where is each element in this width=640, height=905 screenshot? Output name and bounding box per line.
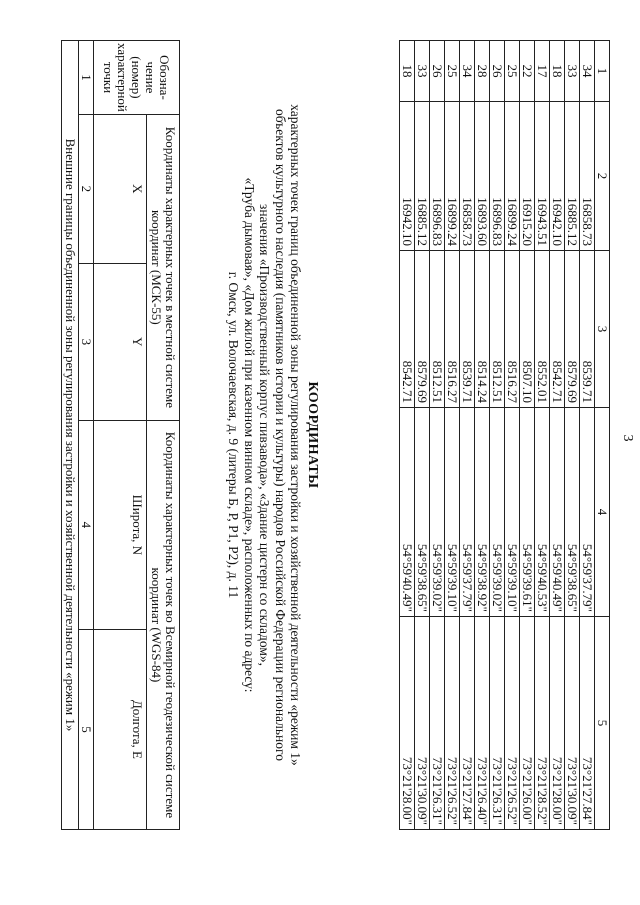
point-number-cell: 18 <box>550 41 565 102</box>
y-cell: 8539.71 <box>580 251 595 408</box>
longitude-cell: 73°21'26.31" <box>490 617 505 830</box>
x-cell: 16942.10 <box>400 102 415 251</box>
latitude-cell: 54°59'39.10" <box>445 408 460 617</box>
longitude-cell: 73°21'28.00" <box>400 617 415 830</box>
table-row <box>550 41 565 830</box>
longitude-cell: 73°21'26.52" <box>505 617 520 830</box>
column-number: 5 <box>79 629 94 829</box>
longitude-cell: 73°21'26.40" <box>475 617 490 830</box>
point-number-cell: 33 <box>565 41 580 102</box>
y-cell: 8516.27 <box>505 251 520 408</box>
heading-line: «Труба дымовая», «Дом жилой при казенном винном складе», расположенных по адресу: <box>242 177 257 693</box>
x-cell: 16885.12 <box>415 102 430 251</box>
point-designation-header: Обозна-чение (номер) характерной точки <box>94 41 180 115</box>
y-cell: 8512.51 <box>430 251 445 408</box>
point-number-cell: 22 <box>520 41 535 102</box>
x-cell: 16858.73 <box>460 102 475 251</box>
group-header-row <box>147 41 180 830</box>
header-cell-5: 5 <box>595 617 610 830</box>
longitude-cell: 73°21'28.52" <box>535 617 550 830</box>
y-cell: 8542.71 <box>550 251 565 408</box>
latitude-cell: 54°59'40.53" <box>535 408 550 617</box>
x-cell: 16896.83 <box>430 102 445 251</box>
header-cell-4: 4 <box>595 408 610 617</box>
table-row <box>430 41 445 830</box>
x-header: X <box>94 114 147 263</box>
heading-line: г. Омск, ул. Волочаевская, д. 9 (литеры Б, Р, Р1, Р2), д. 11 <box>226 271 242 599</box>
x-cell: 16943.51 <box>535 102 550 251</box>
longitude-cell: 73°21'30.09" <box>565 617 580 830</box>
section-title-row <box>62 41 79 830</box>
table-row <box>580 41 595 830</box>
table-row <box>400 41 415 830</box>
longitude-header: Долгота, E <box>94 629 147 829</box>
point-number-cell: 25 <box>505 41 520 102</box>
y-cell: 8516.27 <box>445 251 460 408</box>
point-number-cell: 25 <box>445 41 460 102</box>
longitude-cell: 73°21'26.31" <box>430 617 445 830</box>
subheader-row <box>94 41 147 830</box>
table-row <box>505 41 520 830</box>
latitude-cell: 54°59'37.79" <box>580 408 595 617</box>
heading-line: объектов культурного наследия (памятников истории и культуры) народов Российской Федерации регионального <box>273 109 288 761</box>
latitude-cell: 54°59'39.02" <box>430 408 445 617</box>
table-row <box>460 41 475 830</box>
x-cell: 16858.73 <box>580 102 595 251</box>
header-cell-2: 2 <box>595 102 610 251</box>
y-header: Y <box>94 263 147 420</box>
heading-line: характерных точек границ объединенной зоны регулирования застройки и хозяйственной деятельности «режим 1» <box>288 104 304 766</box>
longitude-cell: 73°21'28.00" <box>550 617 565 830</box>
msk55-header: Координаты характерных точек в местной системе координат (МСК-55) <box>147 114 180 420</box>
longitude-cell: 73°21'26.00" <box>520 617 535 830</box>
section-title: Внешние границы объединенной зоны регулирования застройки и хозяйственной деятельности «режим 1» <box>62 41 79 830</box>
point-number-cell: 34 <box>460 41 475 102</box>
y-cell: 8512.51 <box>490 251 505 408</box>
x-cell: 16942.10 <box>550 102 565 251</box>
latitude-cell: 54°59'39.61" <box>520 408 535 617</box>
column-number: 3 <box>79 263 94 420</box>
table-header-row <box>595 41 610 830</box>
y-cell: 8579.69 <box>415 251 430 408</box>
latitude-header: Широта, N <box>94 420 147 629</box>
x-cell: 16899.24 <box>445 102 460 251</box>
column-number-row <box>79 41 94 830</box>
header-cell-1: 1 <box>595 41 610 102</box>
header-cell-3: 3 <box>595 251 610 408</box>
point-number-cell: 17 <box>535 41 550 102</box>
longitude-cell: 73°21'26.52" <box>445 617 460 830</box>
x-cell: 16885.12 <box>565 102 580 251</box>
longitude-cell: 73°21'27.84" <box>460 617 475 830</box>
y-cell: 8514.24 <box>475 251 490 408</box>
y-cell: 8539.71 <box>460 251 475 408</box>
table-row <box>445 41 460 830</box>
column-number: 2 <box>79 114 94 263</box>
latitude-cell: 54°59'40.49" <box>550 408 565 617</box>
page-number: 3 <box>620 434 635 442</box>
table-row <box>475 41 490 830</box>
longitude-cell: 73°21'27.84" <box>580 617 595 830</box>
y-cell: 8579.69 <box>565 251 580 408</box>
latitude-cell: 54°59'39.02" <box>490 408 505 617</box>
column-number: 1 <box>79 41 94 115</box>
table-row <box>535 41 550 830</box>
point-number-cell: 34 <box>580 41 595 102</box>
latitude-cell: 54°59'38.92" <box>475 408 490 617</box>
rotated-page <box>0 40 610 830</box>
point-number-cell: 33 <box>415 41 430 102</box>
document-heading <box>226 40 320 830</box>
heading-line: значения «Производственный корпус пивзавода», «Здание цистерн со складом», <box>257 203 273 667</box>
table-row <box>565 41 580 830</box>
x-cell: 16915.20 <box>520 102 535 251</box>
point-number-cell: 26 <box>490 41 505 102</box>
x-cell: 16893.60 <box>475 102 490 251</box>
x-cell: 16896.83 <box>490 102 505 251</box>
column-number: 4 <box>79 420 94 629</box>
point-number-cell: 26 <box>430 41 445 102</box>
coordinates-table-body <box>400 41 610 830</box>
y-cell: 8507.10 <box>520 251 535 408</box>
latitude-cell: 54°59'39.10" <box>505 408 520 617</box>
wgs84-header: Координаты характерных точек во Всемирной геодезической системе координат (WGS-84) <box>147 420 180 829</box>
latitude-cell: 54°59'40.49" <box>400 408 415 617</box>
table-row <box>490 41 505 830</box>
longitude-cell: 73°21'30.09" <box>415 617 430 830</box>
y-cell: 8542.71 <box>400 251 415 408</box>
latitude-cell: 54°59'38.65" <box>565 408 580 617</box>
x-cell: 16899.24 <box>505 102 520 251</box>
latitude-cell: 54°59'37.79" <box>460 408 475 617</box>
table-row <box>415 41 430 830</box>
point-number-cell: 28 <box>475 41 490 102</box>
table-row <box>520 41 535 830</box>
latitude-cell: 54°59'38.65" <box>415 408 430 617</box>
coordinates-table-continued <box>399 40 610 830</box>
y-cell: 8552.01 <box>535 251 550 408</box>
point-number-cell: 18 <box>400 41 415 102</box>
coordinates-table-header <box>61 40 180 830</box>
heading-title: КООРДИНАТЫ <box>305 381 320 489</box>
